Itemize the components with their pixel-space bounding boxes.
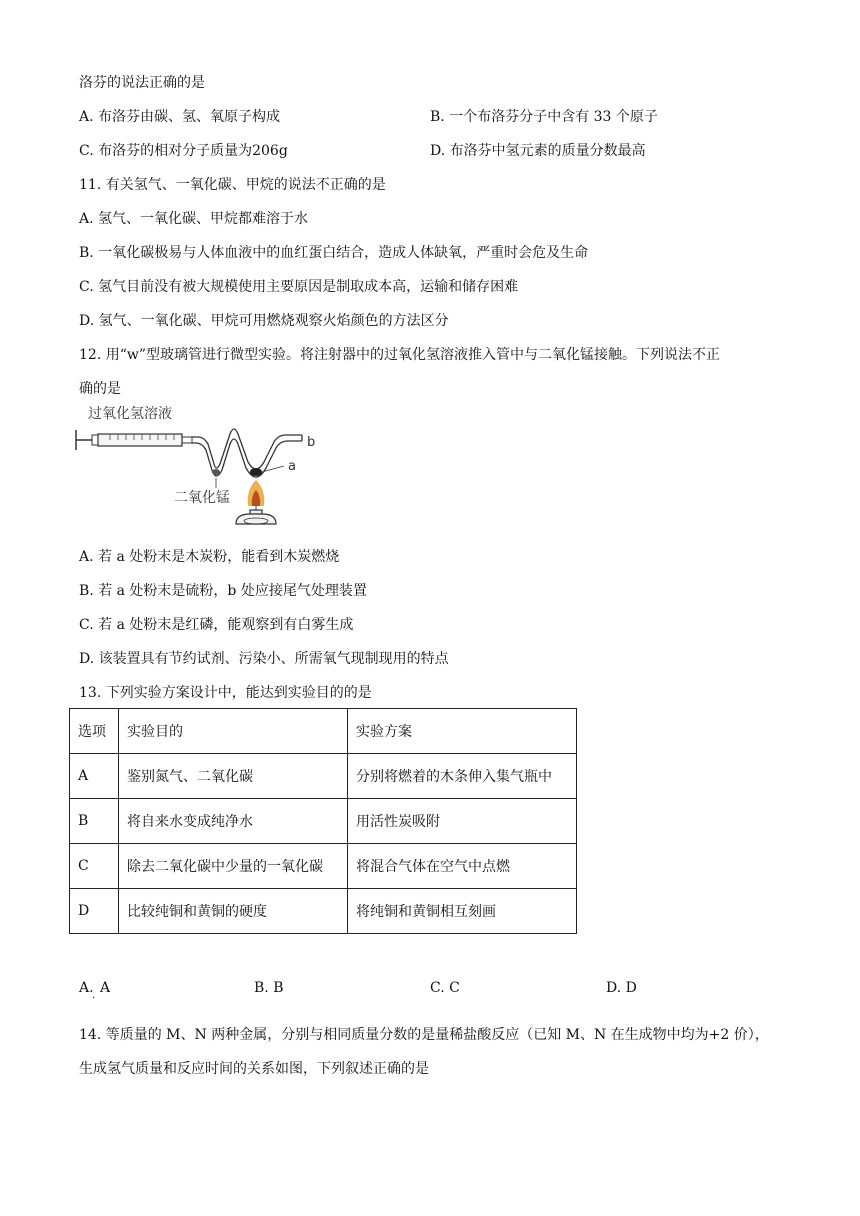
table-cell: A (70, 754, 119, 799)
outlet-b-label: b (307, 435, 316, 450)
q11-option-b: B. 一氧化碳极易与人体血液中的血红蛋白结合，造成人体缺氧，严重时会危及生命 (79, 245, 589, 261)
table-cell: 分别将燃着的木条伸入集气瓶中 (348, 754, 577, 799)
q10-option-b: B. 一个布洛芬分子中含有 33 个原子 (430, 109, 658, 125)
table-cell: 除去二氧化碳中少量的一氧化碳 (119, 844, 348, 889)
sample-a-powder (250, 468, 262, 476)
alcohol-lamp (236, 510, 276, 524)
w-tube-apparatus-figure (70, 398, 330, 526)
table-row (70, 799, 577, 844)
header-purpose: 实验目的 (119, 709, 348, 754)
q13-answer-c: C. C (430, 980, 460, 996)
table-cell: D (70, 889, 119, 934)
q14-stem-line2: 生成氢气质量和反应时间的关系如图，下列叙述正确的是 (79, 1061, 429, 1077)
q12-stem-line2: 确的是 (79, 381, 121, 397)
syringe (76, 430, 192, 450)
q11-option-c: C. 氢气目前没有被大规模使用主要原因是制取成本高，运输和储存困难 (79, 279, 519, 295)
header-option: 选项 (70, 709, 119, 754)
q12-option-b: B. 若 a 处粉末是硫粉，b 处应接尾气处理装置 (79, 583, 367, 599)
table-cell: B (70, 799, 119, 844)
q10-option-d: D. 布洛芬中氢元素的质量分数最高 (430, 143, 646, 159)
table-row (70, 754, 577, 799)
q10-option-a: A. 布洛芬由碳、氢、氧原子构成 (79, 109, 281, 125)
q12-option-a: A. 若 a 处粉末是木炭粉，能看到木炭燃烧 (79, 549, 340, 565)
w-glass-tube (192, 429, 302, 477)
q14-stem-line1: 14. 等质量的 M、N 两种金属，分别与相同质量分数的是量稀盐酸反应（已知 M、N 在生成物中均为+2 价）， (79, 1027, 769, 1043)
table-header-row (70, 709, 577, 754)
q13-answer-b: B. B (254, 980, 284, 996)
q13-answer-a: A (100, 980, 111, 996)
table-cell: 将自来水变成纯净水 (119, 799, 348, 844)
experiment-table (69, 708, 577, 934)
table-cell: 用活性炭吸附 (348, 799, 577, 844)
q12-option-c: C. 若 a 处粉末是红磷，能观察到有白雾生成 (79, 617, 354, 633)
table-row (70, 844, 577, 889)
q11-stem: 11. 有关氢气、一氧化碳、甲烷的说法不正确的是 (79, 177, 386, 193)
header-plan: 实验方案 (348, 709, 577, 754)
mno2-powder (212, 469, 220, 475)
mno2-label: 二氧化锰 (174, 490, 230, 506)
q10-option-c: C. 布洛芬的相对分子质量为206g (79, 143, 288, 159)
h2o2-label: 过氧化氢溶液 (88, 406, 172, 422)
table-cell: 鉴别氮气、二氧化碳 (119, 754, 348, 799)
q13-stem: 13. 下列实验方案设计中，能达到实验目的的是 (79, 685, 372, 701)
answer-dot: · (92, 993, 96, 1004)
q11-option-a: A. 氢气、一氧化碳、甲烷都难溶于水 (79, 211, 309, 227)
q12-option-d: D. 该装置具有节约试剂、污染小、所需氧气现制现用的特点 (79, 651, 449, 667)
table-row (70, 889, 577, 934)
table-cell: 将纯铜和黄铜相互刻画 (348, 889, 577, 934)
q11-option-d: D. 氢气、一氧化碳、甲烷可用燃烧观察火焰颜色的方法区分 (79, 313, 449, 329)
q13-answer-a-prefix: A. (79, 980, 94, 996)
sample-a-label: a (288, 459, 296, 474)
flame (248, 480, 265, 512)
q13-answer-d: D. D (606, 980, 637, 996)
table-cell: C (70, 844, 119, 889)
q10-stem-tail: 洛芬的说法正确的是 (79, 75, 205, 91)
q12-stem-line1: 12. 用“w”型玻璃管进行微型实验。将注射器中的过氧化氢溶液推入管中与二氧化锰接触。下列说法不正 (79, 347, 721, 363)
table-cell: 比较纯铜和黄铜的硬度 (119, 889, 348, 934)
table-cell: 将混合气体在空气中点燃 (348, 844, 577, 889)
